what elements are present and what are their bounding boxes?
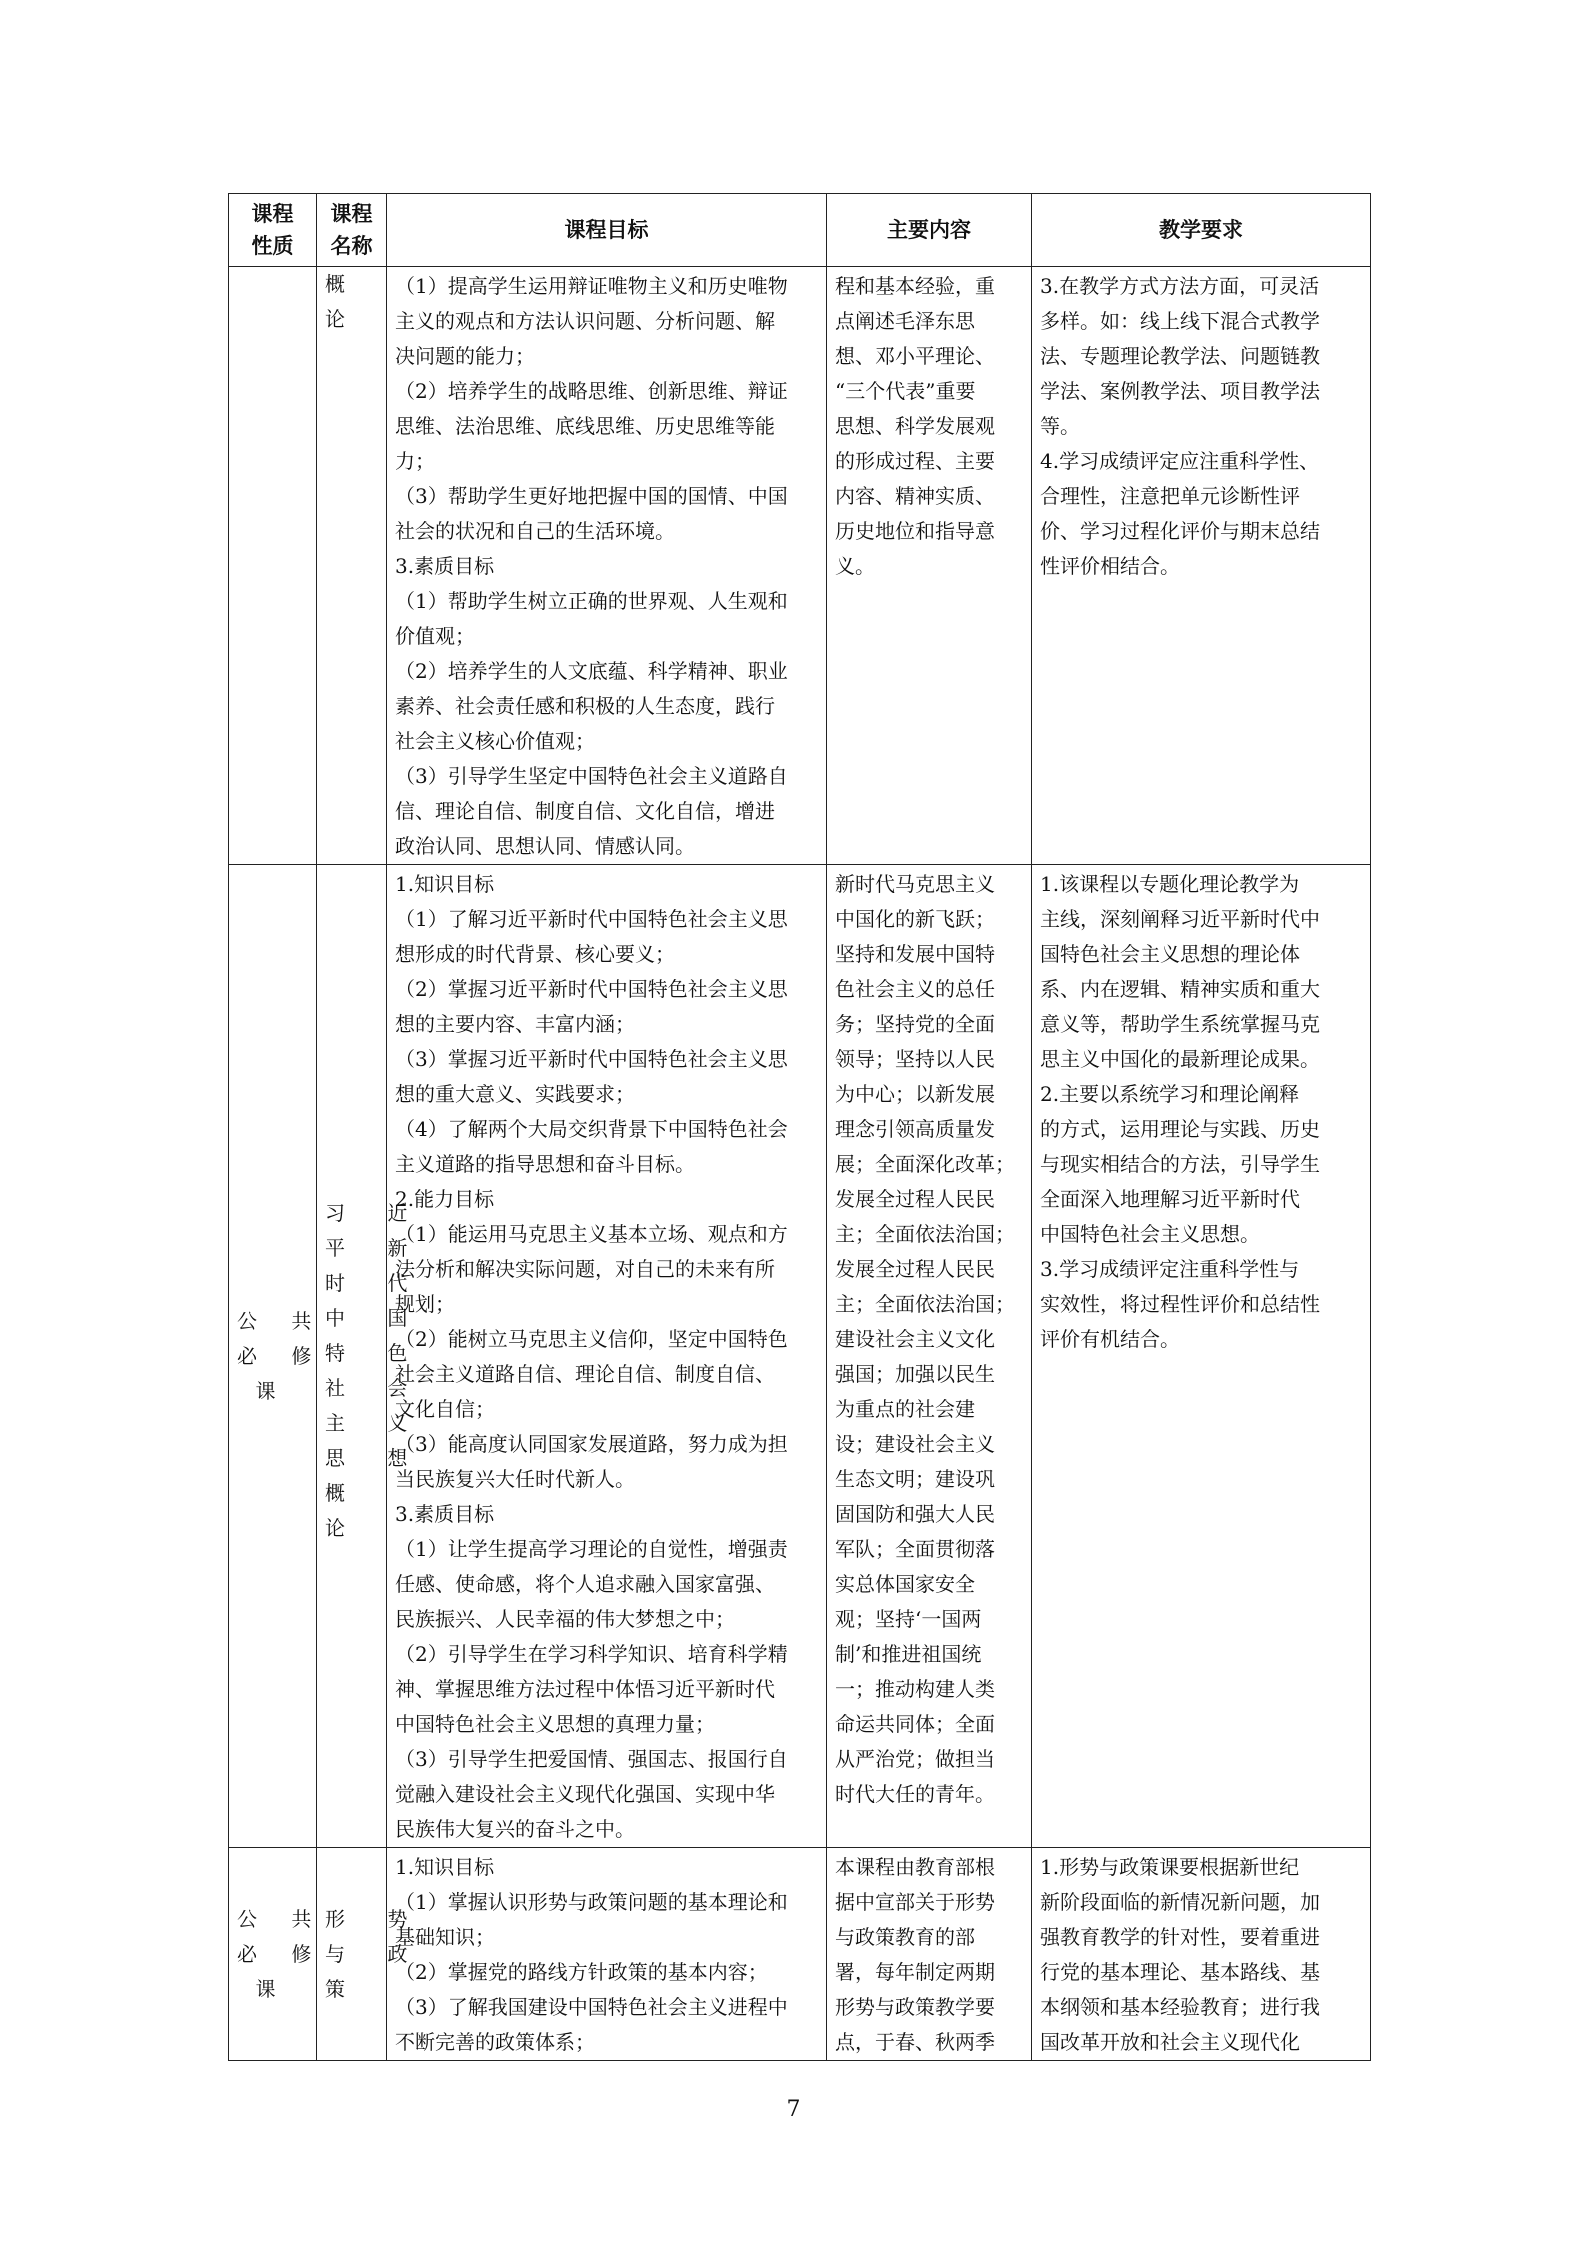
table-row [229,1848,1371,2061]
content-line: 生态文明；建设巩 [835,1467,995,1491]
name-line: 策 [325,1976,363,2001]
header-nature [229,194,317,267]
content-line: 设；建设社会主义 [835,1432,995,1456]
content-line: 本课程由教育部根 [835,1855,995,1879]
goals-line: （3）掌握习近平新时代中国特色社会主义思 [395,1047,788,1071]
content-line: 想、邓小平理论、 [835,344,995,368]
cell-goals [387,865,827,1848]
requirements-line: 国特色社会主义思想的理论体 [1040,942,1300,966]
name-line: 与 政 [325,1941,426,1966]
goals-line: 社会主义道路自信、理论自信、制度自信、 [395,1362,775,1386]
cell-content [827,267,1032,865]
goals-line: 想的主要内容、丰富内涵； [395,1012,635,1036]
header-name-line: 名称 [330,233,373,258]
nature-line: 必 修 [237,1941,326,1966]
goals-line: （3）帮助学生更好地把握中国的国情、中国 [395,484,788,508]
content-line: 一；推动构建人类 [835,1677,995,1701]
header-nature-line: 课程 [251,201,294,226]
goals-line: （2）培养学生的战略思维、创新思维、辩证 [395,379,788,403]
name-line: 时 代 [325,1271,426,1295]
content-line: 为中心；以新发展 [835,1082,995,1106]
content-line: 坚持和发展中国特 [835,942,995,966]
cell-requirements [1032,1848,1371,2061]
goals-line: （1）能运用马克思主义基本立场、观点和方 [395,1222,788,1246]
goals-line: 力； [395,449,435,473]
cell-goals [387,1848,827,2061]
goals-line: （1）提高学生运用辩证唯物主义和历史唯物 [395,274,788,298]
content-line: 历史地位和指导意 [835,519,995,543]
cell-nature [229,1848,326,2061]
requirements-line: 强教育教学的针对性，要着重进 [1040,1925,1320,1949]
content-line: 为重点的社会建 [835,1397,975,1421]
content-line: 署，每年制定两期 [835,1960,995,1984]
requirements-line: 国改革开放和社会主义现代化 [1040,2030,1300,2054]
content-line: 建设社会主义文化 [835,1327,995,1351]
content-line: 程和基本经验，重 [835,274,995,298]
content-line: 义。 [835,554,875,578]
name-line: 论 [325,307,363,331]
goals-line: 决问题的能力； [395,344,535,368]
nature-line: 公 共 [237,1308,326,1333]
content-line: 思想、科学发展观 [835,414,995,438]
content-line: 主；全面依法治国； [835,1292,1015,1316]
requirements-line: 2.主要以系统学习和理论阐释 [1040,1082,1300,1106]
requirements-line: 法、专题理论教学法、问题链教 [1040,344,1320,368]
requirements-line: 新阶段面临的新情况新问题，加 [1040,1890,1320,1914]
cell-requirements [1032,267,1371,865]
content-line: 务；坚持党的全面 [835,1012,995,1036]
goals-line: 主义的观点和方法认识问题、分析问题、解 [395,309,775,333]
goals-line: 当民族复兴大任时代新人。 [395,1467,635,1491]
goals-line: （2）能树立马克思主义信仰，坚定中国特色 [395,1327,788,1351]
content-line: 军队；全面贯彻落 [835,1537,995,1561]
content-line: 色社会主义的总任 [835,977,995,1001]
goals-line: 中国特色社会主义思想的真理力量； [395,1712,715,1736]
goals-line: 3.素质目标 [395,554,495,578]
goals-line: （1）了解习近平新时代中国特色社会主义思 [395,907,788,931]
cell-content [827,1848,1032,2061]
content-line: 制’和推进祖国统 [835,1642,982,1666]
goals-line: 觉融入建设社会主义现代化强国、实现中华 [395,1782,775,1806]
header-name-line: 课程 [330,201,373,226]
name-line: 思 想 [325,1446,426,1470]
requirements-line: 合理性，注意把单元诊断性评 [1040,484,1300,508]
goals-line: 思维、法治思维、底线思维、历史思维等能 [395,414,775,438]
goals-line: 信、理论自信、制度自信、文化自信，增进 [395,799,775,823]
nature-line: 必 修 [237,1343,326,1368]
content-line: 发展全过程人民民 [835,1187,995,1211]
requirements-line: 意义等，帮助学生系统掌握马克 [1040,1012,1320,1036]
goals-line: 素养、社会责任感和积极的人生态度，践行 [395,694,775,718]
requirements-line: 价、学习过程化评价与期末总结 [1040,519,1320,543]
requirements-line: 评价有机结合。 [1040,1327,1180,1351]
goals-line: 法分析和解决实际问题，对自己的未来有所 [395,1257,775,1281]
requirements-line: 系、内在逻辑、精神实质和重大 [1040,977,1320,1001]
content-line: 形势与政策教学要 [835,1995,995,2019]
content-line: 观；坚持‘一国两 [835,1607,982,1631]
requirements-line: 行党的基本理论、基本路线、基 [1040,1960,1320,1984]
name-line: 平 新 [325,1236,426,1260]
goals-line: （3）能高度认同国家发展道路，努力成为担 [395,1432,788,1456]
requirements-line: 1.该课程以专题化理论教学为 [1040,872,1300,896]
goals-line: 文化自信； [395,1397,495,1421]
requirements-line: 全面深入地理解习近平新时代 [1040,1187,1300,1211]
content-line: 新时代马克思主义 [835,872,995,896]
content-line: “三个代表”重要 [835,379,976,403]
cell-name [317,267,387,865]
goals-line: 社会的状况和自己的生活环境。 [395,519,675,543]
goals-line: 3.素质目标 [395,1502,495,1526]
requirements-line: 3.在教学方式方法方面，可灵活 [1040,274,1320,298]
content-line: 时代大任的青年。 [835,1782,995,1806]
course-table [228,193,1371,2061]
goals-line: （3）了解我国建设中国特色社会主义进程中 [395,1995,788,2019]
content-line: 理念引领高质量发 [835,1117,995,1141]
page-number: 7 [786,2097,801,2122]
requirements-line: 学法、案例教学法、项目教学法 [1040,379,1320,403]
content-line: 发展全过程人民民 [835,1257,995,1281]
goals-line: 民族伟大复兴的奋斗之中。 [395,1817,635,1841]
goals-line: （3）引导学生把爱国情、强国志、报国行自 [395,1747,788,1771]
table-header-row [229,194,1371,267]
header-name [317,194,387,267]
header-requirements: 教学要求 [1032,194,1371,267]
content-line: 命运共同体；全面 [835,1712,995,1736]
goals-line: 想的重大意义、实践要求； [395,1082,635,1106]
goals-line: 民族振兴、人民幸福的伟大梦想之中； [395,1607,735,1631]
requirements-line: 思主义中国化的最新理论成果。 [1040,1047,1320,1071]
goals-line: 1.知识目标 [395,872,495,896]
requirements-line: 4.学习成绩评定应注重科学性、 [1040,449,1320,473]
name-line: 概 [325,272,363,296]
name-line: 中 国 [325,1306,426,1330]
requirements-line: 1.形势与政策课要根据新世纪 [1040,1855,1300,1879]
content-line: 的形成过程、主要 [835,449,995,473]
requirements-line: 中国特色社会主义思想。 [1040,1222,1260,1246]
content-line: 固国防和强大人民 [835,1502,995,1526]
name-line: 概 [325,1481,363,1505]
content-line: 中国化的新飞跃； [835,907,995,931]
requirements-line: 3.学习成绩评定注重科学性与 [1040,1257,1300,1281]
requirements-line: 的方式，运用理论与实践、历史 [1040,1117,1320,1141]
nature-line: 课 [255,1976,290,2001]
name-line: 特 色 [325,1341,426,1365]
goals-line: 价值观； [395,624,475,648]
nature-line: 课 [255,1378,290,1403]
name-line: 形 势 [325,1906,426,1931]
goals-line: 1.知识目标 [395,1855,495,1879]
name-line: 论 [325,1516,363,1540]
cell-nature [229,267,317,865]
content-line: 点，于春、秋两季 [835,2030,995,2054]
requirements-line: 本纲领和基本经验教育；进行我 [1040,1995,1320,2019]
requirements-line: 主线，深刻阐释习近平新时代中 [1040,907,1320,931]
content-line: 与政策教育的部 [835,1925,975,1949]
goals-line: （1）掌握认识形势与政策问题的基本理论和 [395,1890,788,1914]
goals-line: （1）让学生提高学习理论的自觉性，增强责 [395,1537,788,1561]
requirements-line: 实效性，将过程性评价和总结性 [1040,1292,1320,1316]
table-row [229,267,1371,865]
cell-goals [387,267,827,865]
goals-line: 任感、使命感，将个人追求融入国家富强、 [395,1572,775,1596]
content-line: 强国；加强以民生 [835,1362,995,1386]
content-line: 据中宣部关于形势 [835,1890,995,1914]
content-line: 从严治党；做担当 [835,1747,995,1771]
requirements-line: 性评价相结合。 [1040,554,1180,578]
goals-line: 基础知识； [395,1925,495,1949]
goals-line: 神、掌握思维方法过程中体悟习近平新时代 [395,1677,775,1701]
cell-requirements [1032,865,1371,1848]
content-line: 领导；坚持以人民 [835,1047,995,1071]
content-line: 实总体国家安全 [835,1572,975,1596]
goals-line: （2）掌握习近平新时代中国特色社会主义思 [395,977,788,1001]
cell-name [317,1848,426,2061]
header-nature-line: 性质 [251,233,294,258]
goals-line: （1）帮助学生树立正确的世界观、人生观和 [395,589,788,613]
goals-line: （2）引导学生在学习科学知识、培育科学精 [395,1642,788,1666]
goals-line: 规划； [395,1292,455,1316]
header-goals: 课程目标 [387,194,827,267]
goals-line: 2.能力目标 [395,1187,495,1211]
header-content: 主要内容 [827,194,1032,267]
table-row [229,865,1371,1848]
cell-nature [229,865,326,1848]
name-line: 习 近 [325,1201,426,1225]
goals-line: 社会主义核心价值观； [395,729,595,753]
content-line: 展；全面深化改革； [835,1152,1015,1176]
content-line: 点阐述毛泽东思 [835,309,975,333]
cell-content [827,865,1032,1848]
goals-line: （3）引导学生坚定中国特色社会主义道路自 [395,764,788,788]
requirements-line: 等。 [1040,414,1080,438]
goals-line: （2）掌握党的路线方针政策的基本内容； [395,1960,768,1984]
goals-line: （4）了解两个大局交织背景下中国特色社会 [395,1117,788,1141]
content-line: 主；全面依法治国； [835,1222,1015,1246]
name-line: 主 义 [325,1411,426,1435]
nature-line: 公 共 [237,1906,326,1931]
goals-line: 不断完善的政策体系； [395,2030,595,2054]
goals-line: 想形成的时代背景、核心要义； [395,942,675,966]
goals-line: 主义道路的指导思想和奋斗目标。 [395,1152,695,1176]
requirements-line: 与现实相结合的方法，引导学生 [1040,1152,1320,1176]
goals-line: （2）培养学生的人文底蕴、科学精神、职业 [395,659,788,683]
name-line: 社 会 [325,1376,426,1400]
content-line: 内容、精神实质、 [835,484,995,508]
requirements-line: 多样。如：线上线下混合式教学 [1040,309,1320,333]
goals-line: 政治认同、思想认同、情感认同。 [395,834,695,858]
